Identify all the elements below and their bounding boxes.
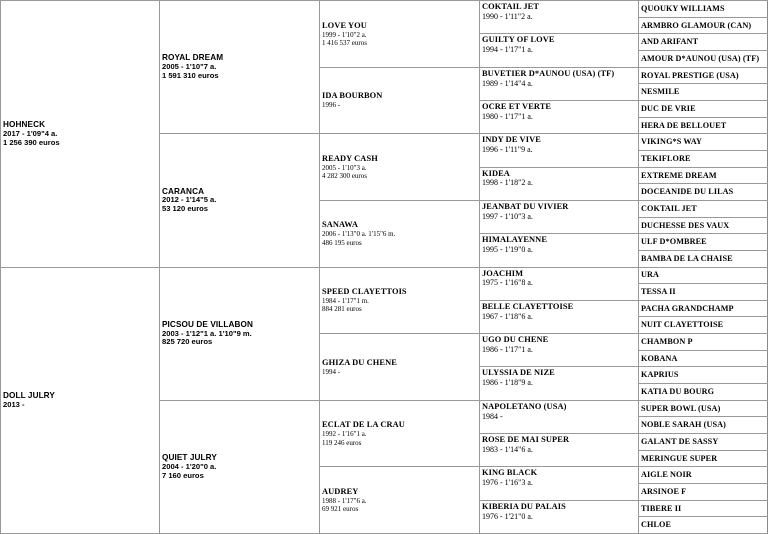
- horse-earnings: 7 160 euros: [162, 472, 317, 481]
- horse-cell: [638, 67, 768, 85]
- horse-cell: [638, 333, 768, 351]
- horse-name[interactable]: HERA DE BELLOUET: [641, 121, 766, 131]
- horse-cell: [479, 466, 639, 500]
- horse-cell: [319, 333, 480, 401]
- horse-record: 1967 - 1'18"6 a.: [482, 312, 636, 321]
- horse-name[interactable]: DOLL JULRY: [3, 391, 157, 401]
- horse-name[interactable]: KAPRIUS: [641, 370, 766, 380]
- horse-cell: [638, 483, 768, 501]
- horse-name[interactable]: JEANBAT DU VIVIER: [482, 202, 636, 212]
- horse-name[interactable]: QUOUKY WILLIAMS: [641, 4, 766, 14]
- horse-cell: [319, 267, 480, 335]
- horse-cell: [638, 100, 768, 118]
- horse-name[interactable]: SUPER BOWL (USA): [641, 404, 766, 414]
- horse-cell: [638, 150, 768, 168]
- horse-cell: [638, 283, 768, 301]
- horse-record: 1997 - 1'10"3 a.: [482, 212, 636, 221]
- horse-cell: [638, 416, 768, 434]
- horse-name[interactable]: CHAMBON P: [641, 337, 766, 347]
- horse-record: 1988 - 1'17"6 a.: [322, 497, 477, 505]
- horse-cell: [479, 300, 639, 334]
- horse-record: 1976 - 1'21"0 a.: [482, 512, 636, 521]
- horse-name[interactable]: NAPOLETANO (USA): [482, 402, 636, 412]
- horse-name[interactable]: ROYAL DREAM: [162, 53, 317, 63]
- horse-record: 1975 - 1'16"8 a.: [482, 278, 636, 287]
- horse-name[interactable]: KATIA DU BOURG: [641, 387, 766, 397]
- horse-cell: [319, 67, 480, 135]
- horse-name[interactable]: NESMILE: [641, 87, 766, 97]
- horse-earnings: 825 720 euros: [162, 338, 317, 347]
- horse-name[interactable]: HOHNECK: [3, 120, 157, 130]
- horse-name[interactable]: TIBERE II: [641, 504, 766, 514]
- horse-record: 2017 - 1'09"4 a.: [3, 130, 157, 139]
- horse-name[interactable]: AIGLE NOIR: [641, 470, 766, 480]
- horse-cell: [638, 33, 768, 51]
- horse-name[interactable]: DUCHESSE DES VAUX: [641, 221, 766, 231]
- horse-cell: [479, 200, 639, 234]
- horse-earnings: 1 591 310 euros: [162, 72, 317, 81]
- horse-name[interactable]: CARANCA: [162, 187, 317, 197]
- horse-record: 1983 - 1'14"6 a.: [482, 445, 636, 454]
- horse-name[interactable]: AMOUR D*AUNOU (USA) (TF): [641, 54, 766, 64]
- horse-name[interactable]: ULF D*OMBREE: [641, 237, 766, 247]
- horse-name[interactable]: GALANT DE SASSY: [641, 437, 766, 447]
- horse-record: 1989 - 1'14"4 a.: [482, 79, 636, 88]
- horse-cell: [479, 267, 639, 301]
- horse-name[interactable]: TESSA II: [641, 287, 766, 297]
- horse-earnings: 69 921 euros: [322, 505, 477, 513]
- horse-name[interactable]: ECLAT DE LA CRAU: [322, 420, 477, 430]
- horse-name[interactable]: COKTAIL JET: [482, 2, 636, 12]
- horse-cell: [638, 250, 768, 268]
- horse-name[interactable]: UGO DU CHENE: [482, 335, 636, 345]
- horse-name[interactable]: SANAWA: [322, 220, 477, 230]
- horse-name[interactable]: MERINGUE SUPER: [641, 454, 766, 464]
- horse-cell: [479, 433, 639, 467]
- horse-record: 1999 - 1'10"2 a.: [322, 31, 477, 39]
- horse-cell: [479, 0, 639, 34]
- horse-cell: [638, 200, 768, 218]
- horse-cell: [638, 466, 768, 484]
- horse-earnings: 884 281 euros: [322, 305, 477, 313]
- horse-name[interactable]: LOVE YOU: [322, 21, 477, 31]
- horse-cell: [638, 233, 768, 251]
- horse-name[interactable]: DOCEANIDE DU LILAS: [641, 187, 766, 197]
- horse-name[interactable]: OCRE ET VERTE: [482, 102, 636, 112]
- horse-cell: [479, 100, 639, 134]
- horse-name[interactable]: PACHA GRANDCHAMP: [641, 304, 766, 314]
- horse-name[interactable]: NOBLE SARAH (USA): [641, 420, 766, 430]
- horse-cell: [479, 133, 639, 167]
- horse-earnings: 1 416 537 euros: [322, 39, 477, 47]
- horse-cell: [638, 433, 768, 451]
- horse-name[interactable]: AUDREY: [322, 487, 477, 497]
- horse-record: 1994 -: [322, 368, 477, 376]
- horse-name[interactable]: ROYAL PRESTIGE (USA): [641, 71, 766, 81]
- horse-name[interactable]: KING BLACK: [482, 468, 636, 478]
- horse-cell: [159, 400, 320, 534]
- horse-cell: [638, 366, 768, 384]
- horse-cell: [479, 400, 639, 434]
- horse-name[interactable]: IDA BOURBON: [322, 91, 477, 101]
- horse-record: 2005 - 1'10"3 a.: [322, 164, 477, 172]
- horse-cell: [638, 516, 768, 534]
- horse-name[interactable]: HIMALAYENNE: [482, 235, 636, 245]
- horse-cell: [638, 300, 768, 318]
- horse-cell: [638, 183, 768, 201]
- horse-cell: [319, 0, 480, 68]
- horse-cell: [479, 333, 639, 367]
- horse-name[interactable]: BUVETIER D*AUNOU (USA) (TF): [482, 69, 636, 79]
- horse-record: 2003 - 1'12"1 a. 1'10"9 m.: [162, 330, 317, 339]
- horse-record: 1980 - 1'17"1 a.: [482, 112, 636, 121]
- horse-cell: [479, 67, 639, 101]
- horse-name[interactable]: SPEED CLAYETTOIS: [322, 287, 477, 297]
- horse-earnings: 119 246 euros: [322, 439, 477, 447]
- horse-name[interactable]: BELLE CLAYETTOISE: [482, 302, 636, 312]
- horse-name[interactable]: BAMBA DE LA CHAISE: [641, 254, 766, 264]
- horse-cell: [638, 167, 768, 185]
- horse-cell: [159, 0, 320, 134]
- horse-name[interactable]: VIKING*S WAY: [641, 137, 766, 147]
- horse-name[interactable]: ARSINOE F: [641, 487, 766, 497]
- horse-cell: [638, 133, 768, 151]
- horse-cell: [319, 133, 480, 201]
- horse-record: 2005 - 1'10"7 a.: [162, 63, 317, 72]
- horse-record: 1994 - 1'17"1 a.: [482, 45, 636, 54]
- horse-name[interactable]: QUIET JULRY: [162, 453, 317, 463]
- horse-cell: [479, 233, 639, 267]
- horse-cell: [319, 466, 480, 534]
- horse-name[interactable]: INDY DE VIVE: [482, 135, 636, 145]
- horse-record: 1984 -: [482, 412, 636, 421]
- horse-name[interactable]: ROSE DE MAI SUPER: [482, 435, 636, 445]
- horse-cell: [479, 33, 639, 67]
- horse-cell: [479, 167, 639, 201]
- horse-cell: [479, 366, 639, 400]
- horse-cell: [638, 350, 768, 368]
- horse-cell: [638, 117, 768, 135]
- horse-record: 1998 - 1'18"2 a.: [482, 178, 636, 187]
- horse-earnings: 4 282 300 euros: [322, 172, 477, 180]
- horse-cell: [638, 450, 768, 468]
- horse-cell: [0, 267, 160, 534]
- horse-record: 1992 - 1'16"1 a.: [322, 430, 477, 438]
- horse-cell: [638, 217, 768, 235]
- horse-name[interactable]: TEKIFLORE: [641, 154, 766, 164]
- horse-name[interactable]: DUC DE VRIE: [641, 104, 766, 114]
- horse-name[interactable]: KIBERIA DU PALAIS: [482, 502, 636, 512]
- horse-cell: [159, 267, 320, 401]
- horse-cell: [638, 383, 768, 401]
- horse-name[interactable]: JOACHIM: [482, 269, 636, 279]
- horse-cell: [319, 400, 480, 468]
- horse-cell: [638, 17, 768, 35]
- horse-cell: [638, 400, 768, 418]
- horse-name[interactable]: PICSOU DE VILLABON: [162, 320, 317, 330]
- horse-record: 1976 - 1'16"3 a.: [482, 478, 636, 487]
- horse-cell: [159, 133, 320, 267]
- horse-cell: [479, 500, 639, 534]
- horse-earnings: 486 195 euros: [322, 239, 477, 247]
- horse-name[interactable]: NUIT CLAYETTOISE: [641, 320, 766, 330]
- horse-cell: [638, 267, 768, 285]
- horse-record: 2006 - 1'13"0 a. 1'15"6 m.: [322, 230, 477, 238]
- horse-cell: [638, 500, 768, 518]
- horse-cell: [319, 200, 480, 268]
- horse-name[interactable]: COKTAIL JET: [641, 204, 766, 214]
- horse-name[interactable]: ULYSSIA DE NIZE: [482, 368, 636, 378]
- horse-record: 2013 -: [3, 401, 157, 410]
- horse-name[interactable]: EXTREME DREAM: [641, 171, 766, 181]
- horse-cell: [638, 0, 768, 18]
- horse-record: 1986 - 1'17"1 a.: [482, 345, 636, 354]
- horse-name[interactable]: GHIZA DU CHENE: [322, 358, 477, 368]
- horse-record: 1990 - 1'11"2 a.: [482, 12, 636, 21]
- horse-name[interactable]: URA: [641, 270, 766, 280]
- horse-earnings: 53 120 euros: [162, 205, 317, 214]
- horse-name[interactable]: KIDEA: [482, 169, 636, 179]
- horse-record: 1986 - 1'18"9 a.: [482, 378, 636, 387]
- horse-record: 1996 -: [322, 101, 477, 109]
- horse-record: 2012 - 1'14"5 a.: [162, 196, 317, 205]
- horse-name[interactable]: CHLOE: [641, 520, 766, 530]
- horse-cell: [638, 83, 768, 101]
- horse-earnings: 1 256 390 euros: [3, 139, 157, 148]
- horse-record: 1984 - 1'17"1 m.: [322, 297, 477, 305]
- horse-cell: [638, 316, 768, 334]
- horse-cell: [638, 50, 768, 68]
- horse-cell: [0, 0, 160, 268]
- horse-name[interactable]: ARMBRO GLAMOUR (CAN): [641, 21, 766, 31]
- horse-record: 1995 - 1'19"0 a.: [482, 245, 636, 254]
- horse-name[interactable]: AND ARIFANT: [641, 37, 766, 47]
- horse-record: 2004 - 1'20"0 a.: [162, 463, 317, 472]
- horse-name[interactable]: READY CASH: [322, 154, 477, 164]
- horse-record: 1996 - 1'11"9 a.: [482, 145, 636, 154]
- horse-name[interactable]: GUILTY OF LOVE: [482, 35, 636, 45]
- horse-name[interactable]: KOBANA: [641, 354, 766, 364]
